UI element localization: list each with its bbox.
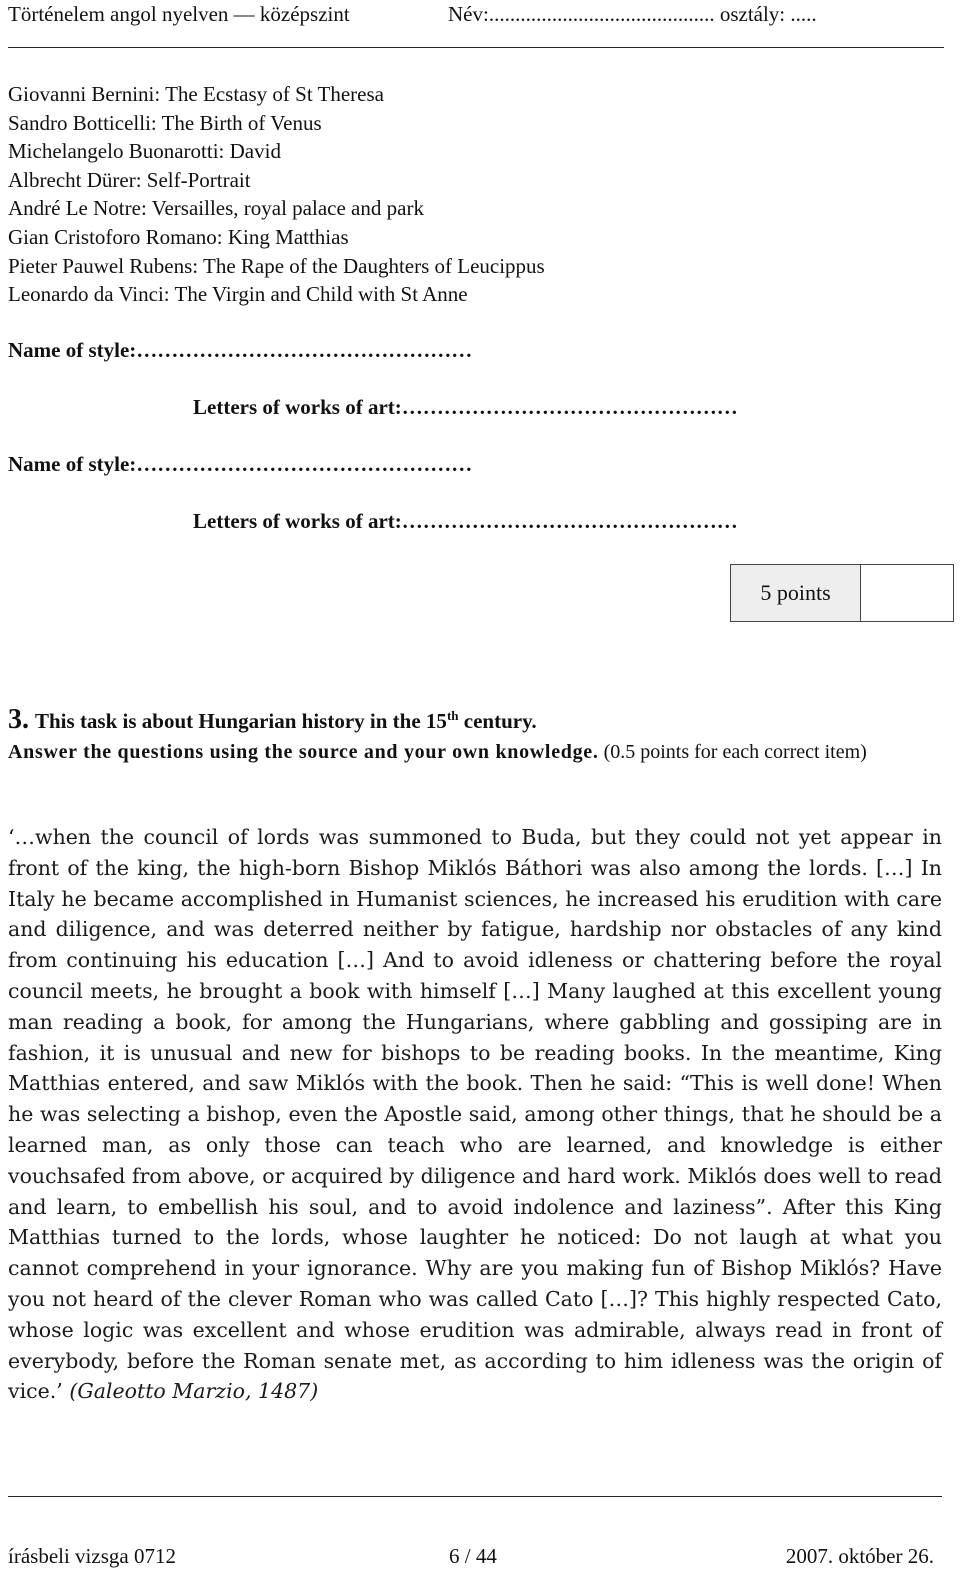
task-title-superscript: th (446, 708, 459, 723)
list-item: Leonardo da Vinci: The Virgin and Child with St Anne (8, 282, 468, 307)
source-text: ‘…when the council of lords was summoned to Buda, but they could not yet appear in front of the king, the high-born Bishop Miklós Báthori was also among the lords. […] In Italy he became accomplished in Humanist sciences, he increased his erudition with care and diligence, and was deterred neither by fatigue, hardship nor obstacles of any kind from continuing his education […] And to avoid idleness or chattering before the royal council meets, he brought a book with himself […] Many laughed at this excellent young man reading a book, for among the Hungarians, where gabbling and gossiping are in fashion, it is unusual and new for bishops to be reading books. In the meantime, King Matthias entered, and saw Miklós with the book. Then he said: “This is well done! When he was selecting a bishop, even the Apostle said, among other things, that he should be a learned man, as only those can teach who are learned, and knowledge is either vouchsafed from above, or acquired by diligence and hard work. Miklós does well to read and learn, to embellish his soul, and to avoid indolence and laziness”. After this King Matthias turned to the lords, whose laughter he noticed: Do not laugh at what you cannot comprehend in your ignorance. Why are you making fun of Bishop Miklós? Have you not heard of the clever Roman who was called Cato […]? This highly respected Cato, whose logic was excellent and whose erudition was admirable, always read in front of everybody, before the Roman senate met, as according to him idleness was the origin of vice.’ (8, 825, 942, 1404)
task-3 (8, 704, 942, 767)
list-item: Michelangelo Buonarotti: David (8, 139, 281, 164)
task-title-text: This task is about Hungarian history in the 15 (35, 709, 447, 733)
task-instruction (8, 738, 942, 767)
task-instruction-points: (0.5 points for each correct item) (598, 741, 867, 763)
task-instruction-bold: Answer the questions using the source and your own knowledge. (8, 741, 599, 763)
score-label: 5 points (731, 565, 861, 621)
footer-date: 2007. október 26. (785, 1544, 934, 1568)
task-title (8, 704, 942, 736)
source-citation: (Galeotto Marzio, 1487) (69, 1379, 319, 1404)
list-item: Albrecht Dürer: Self-Portrait (8, 167, 251, 192)
letters-answer-field-2[interactable]: Letters of works of art:………………………………………… (193, 509, 738, 533)
footer-exam-code: írásbeli vizsga 0712 (8, 1544, 176, 1568)
list-item: Pieter Pauwel Rubens: The Rape of the Daughters of Leucippus (8, 253, 545, 278)
works-of-art-list (8, 80, 545, 309)
list-item: Giovanni Bernini: The Ecstasy of St Theresa (8, 82, 384, 106)
score-entry-cell[interactable] (861, 565, 953, 621)
task-number: 3. (8, 704, 29, 735)
style-answer-field-1[interactable]: Name of style:………………………………………… (8, 338, 473, 362)
style-answer-field-2[interactable]: Name of style:………………………………………… (8, 452, 473, 476)
header-exam-title: Történelem angol nyelven — középszint (8, 2, 350, 26)
page-header (8, 0, 944, 48)
task-title-suffix: century. (458, 709, 537, 733)
score-box (730, 564, 954, 622)
source-quote (8, 822, 942, 1407)
letters-answer-field-1[interactable]: Letters of works of art:………………………………………… (193, 395, 738, 419)
list-item: André Le Notre: Versailles, royal palace and park (8, 196, 424, 221)
list-item: Gian Cristoforo Romano: King Matthias (8, 224, 349, 249)
footer-page-number: 6 / 44 (449, 1544, 497, 1568)
page-footer (8, 1496, 942, 1572)
list-item: Sandro Botticelli: The Birth of Venus (8, 110, 322, 135)
header-name-class-field[interactable]: Név:........................................... osztály: ..... (448, 2, 817, 26)
